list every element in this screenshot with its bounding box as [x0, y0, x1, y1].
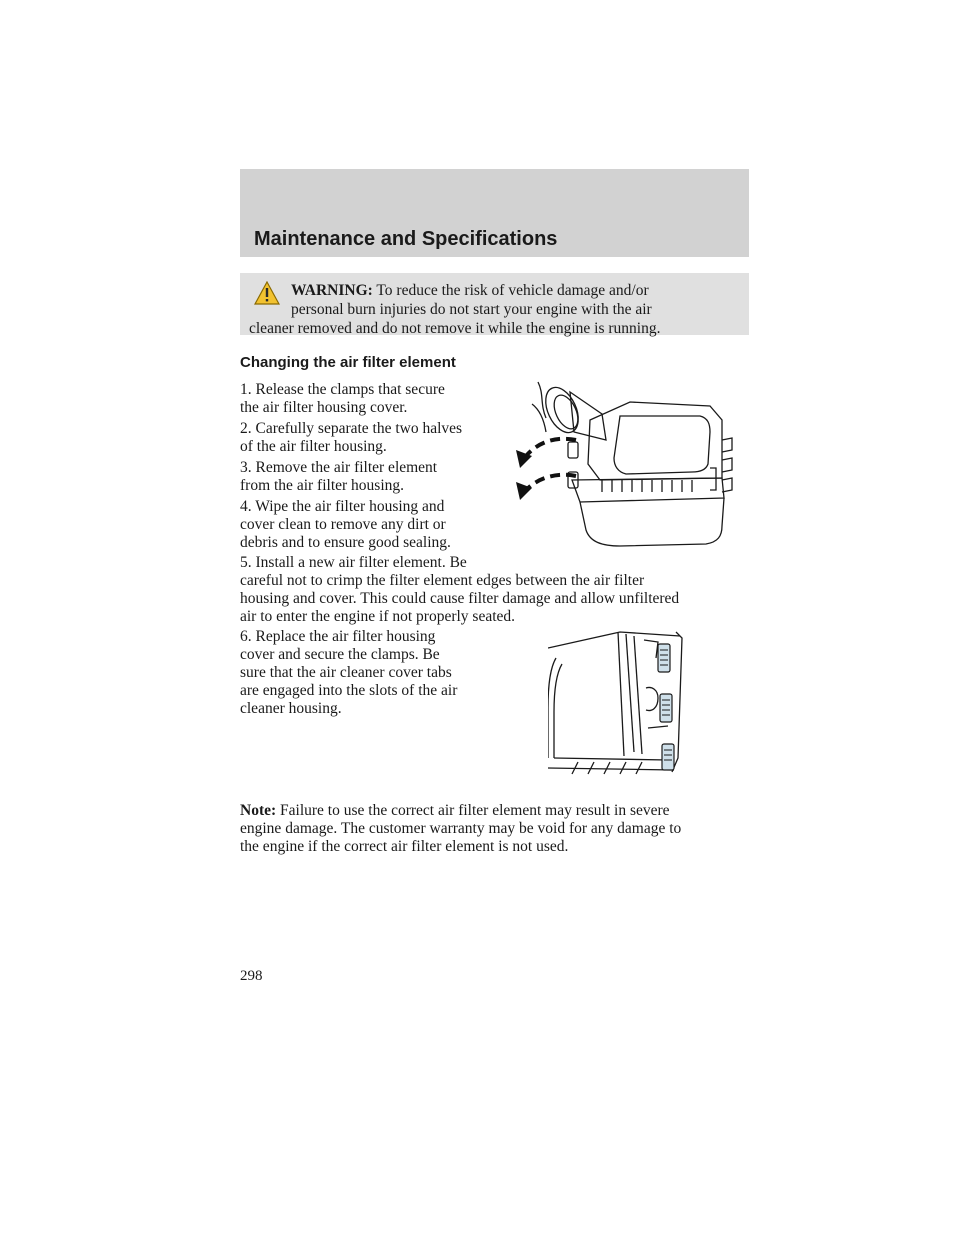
- air-filter-housing-illustration: [510, 380, 740, 550]
- note-text-1: Failure to use the correct air filter element may result in severe: [280, 802, 670, 819]
- step-3: 3. Remove the air filter element from the air filter housing.: [240, 459, 438, 494]
- page-number: 298: [240, 968, 263, 984]
- warning-triangle-icon: [254, 281, 280, 305]
- note-label: Note:: [240, 802, 277, 819]
- note-paragraph: [240, 802, 681, 856]
- step-1: 1. Release the clamps that secure the air filter housing cover.: [240, 381, 445, 416]
- warning-line-1: [291, 281, 649, 300]
- warning-text-1: To reduce the risk of vehicle damage and/or: [376, 282, 649, 299]
- warning-line-3: cleaner removed and do not remove it while the engine is running.: [249, 320, 661, 337]
- step-2: 2. Carefully separate the two halves of the air filter housing.: [240, 420, 463, 455]
- cover-tabs-detail-illustration: [548, 628, 690, 778]
- section-title: Maintenance and Specifications: [254, 228, 558, 250]
- note-text-3: the engine if the correct air filter element is not used.: [240, 838, 569, 855]
- warning-label: WARNING:: [291, 282, 373, 299]
- section-heading: Changing the air filter element: [240, 354, 456, 371]
- note-text-2: engine damage. The customer warranty may be void for any damage to: [240, 820, 682, 837]
- warning-line-2: personal burn injuries do not start your engine with the air: [291, 301, 652, 318]
- step-5: 5. Install a new air filter element. Be careful not to crimp the filter element edges between the air filter housing and cover. This could cause filter damage and allow unfiltered air to enter the engine if not properly seated.: [240, 554, 680, 625]
- step-6: 6. Replace the air filter housing cover and secure the clamps. Be sure that the air cleaner cover tabs are engaged into the slots of the air cleaner housing.: [240, 628, 458, 717]
- step-4: 4. Wipe the air filter housing and cover clean to remove any dirt or debris and to ensure good sealing.: [240, 498, 451, 551]
